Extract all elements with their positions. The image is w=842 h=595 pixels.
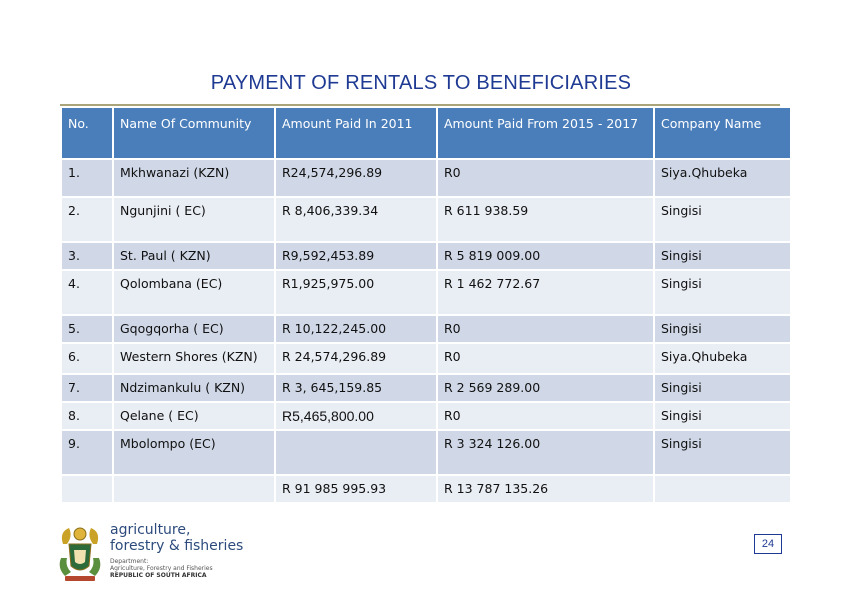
cell-amount-2011	[276, 431, 436, 474]
rentals-table	[60, 106, 792, 504]
cell-no: 2.	[62, 198, 112, 241]
department-info	[110, 558, 213, 579]
table-row	[62, 316, 790, 342]
table-row	[62, 344, 790, 373]
dept-line-3: REPUBLIC OF SOUTH AFRICA	[110, 572, 207, 579]
cell-company: Singisi	[655, 271, 790, 314]
cell-no: 5.	[62, 316, 112, 342]
cell-amount-2015-2017: R 3 324 126.00	[438, 431, 653, 474]
table-row	[62, 375, 790, 401]
page-number: 24	[754, 534, 782, 554]
cell-company: Singisi	[655, 431, 790, 474]
cell-amount-2015-2017: R 2 569 289.00	[438, 375, 653, 401]
page-title: PAYMENT OF RENTALS TO BENEFICIARIES	[210, 72, 632, 94]
cell-amount-2015-2017: R0	[438, 403, 653, 429]
header-community: Name Of Community	[114, 108, 274, 158]
cell-amount-2015-2017: R 611 938.59	[438, 198, 653, 241]
cell-no: 8.	[62, 403, 112, 429]
cell-amount-2015-2017: R0	[438, 316, 653, 342]
brand-name	[110, 522, 243, 554]
cell-company: Siya.Qhubeka	[655, 344, 790, 373]
cell-community: Ngunjini ( EC)	[114, 198, 274, 241]
cell-amount-2011: R 8,406,339.34	[276, 198, 436, 241]
cell-amount-2011: R24,574,296.89	[276, 160, 436, 196]
header-amount-2011: Amount Paid In 2011	[276, 108, 436, 158]
cell-company: Singisi	[655, 403, 790, 429]
cell-no: 6.	[62, 344, 112, 373]
cell-no: 4.	[62, 271, 112, 314]
total-amount-2011: R 91 985 995.93	[276, 476, 436, 502]
brand-line-1: agriculture,	[110, 522, 191, 538]
total-cell-empty	[62, 476, 112, 502]
dept-line-2: Agriculture, Forestry and Fisheries	[110, 565, 213, 572]
cell-community: Qolombana (EC)	[114, 271, 274, 314]
cell-company: Singisi	[655, 198, 790, 241]
dept-line-1: Department:	[110, 558, 149, 565]
cell-company: Singisi	[655, 316, 790, 342]
cell-company: Siya.Qhubeka	[655, 160, 790, 196]
total-cell-empty	[114, 476, 274, 502]
header-company: Company Name	[655, 108, 790, 158]
coat-of-arms-icon	[55, 522, 105, 584]
cell-community: Gqogqorha ( EC)	[114, 316, 274, 342]
table-row	[62, 160, 790, 196]
cell-amount-2011: R 10,122,245.00	[276, 316, 436, 342]
cell-community: Qelane ( EC)	[114, 403, 274, 429]
cell-no: 3.	[62, 243, 112, 269]
cell-amount-2015-2017: R0	[438, 160, 653, 196]
cell-no: 1.	[62, 160, 112, 196]
cell-amount-2015-2017: R 5 819 009.00	[438, 243, 653, 269]
cell-amount-2015-2017: R 1 462 772.67	[438, 271, 653, 314]
cell-amount-2011: R9,592,453.89	[276, 243, 436, 269]
cell-community: Ndzimankulu ( KZN)	[114, 375, 274, 401]
cell-amount-2011: R 24,574,296.89	[276, 344, 436, 373]
table-row	[62, 403, 790, 429]
table-row	[62, 431, 790, 474]
brand-line-2: forestry & fisheries	[110, 538, 244, 554]
cell-amount-2011: R1,925,975.00	[276, 271, 436, 314]
cell-no: 9.	[62, 431, 112, 474]
cell-community: Mbolompo (EC)	[114, 431, 274, 474]
total-amount-2015-2017: R 13 787 135.26	[438, 476, 653, 502]
table-header-row	[62, 108, 790, 158]
table-row	[62, 243, 790, 269]
cell-community: St. Paul ( KZN)	[114, 243, 274, 269]
table-row	[62, 198, 790, 241]
cell-company: Singisi	[655, 243, 790, 269]
cell-no: 7.	[62, 375, 112, 401]
cell-amount-2011: R5,465,800.00	[276, 403, 436, 429]
cell-community: Western Shores (KZN)	[114, 344, 274, 373]
header-no: No.	[62, 108, 112, 158]
table-total-row	[62, 476, 790, 502]
cell-amount-2011: R 3, 645,159.85	[276, 375, 436, 401]
cell-company: Singisi	[655, 375, 790, 401]
table-row	[62, 271, 790, 314]
total-cell-empty	[655, 476, 790, 502]
cell-amount-2015-2017: R0	[438, 344, 653, 373]
header-amount-2015-2017: Amount Paid From 2015 - 2017	[438, 108, 653, 158]
cell-community: Mkhwanazi (KZN)	[114, 160, 274, 196]
